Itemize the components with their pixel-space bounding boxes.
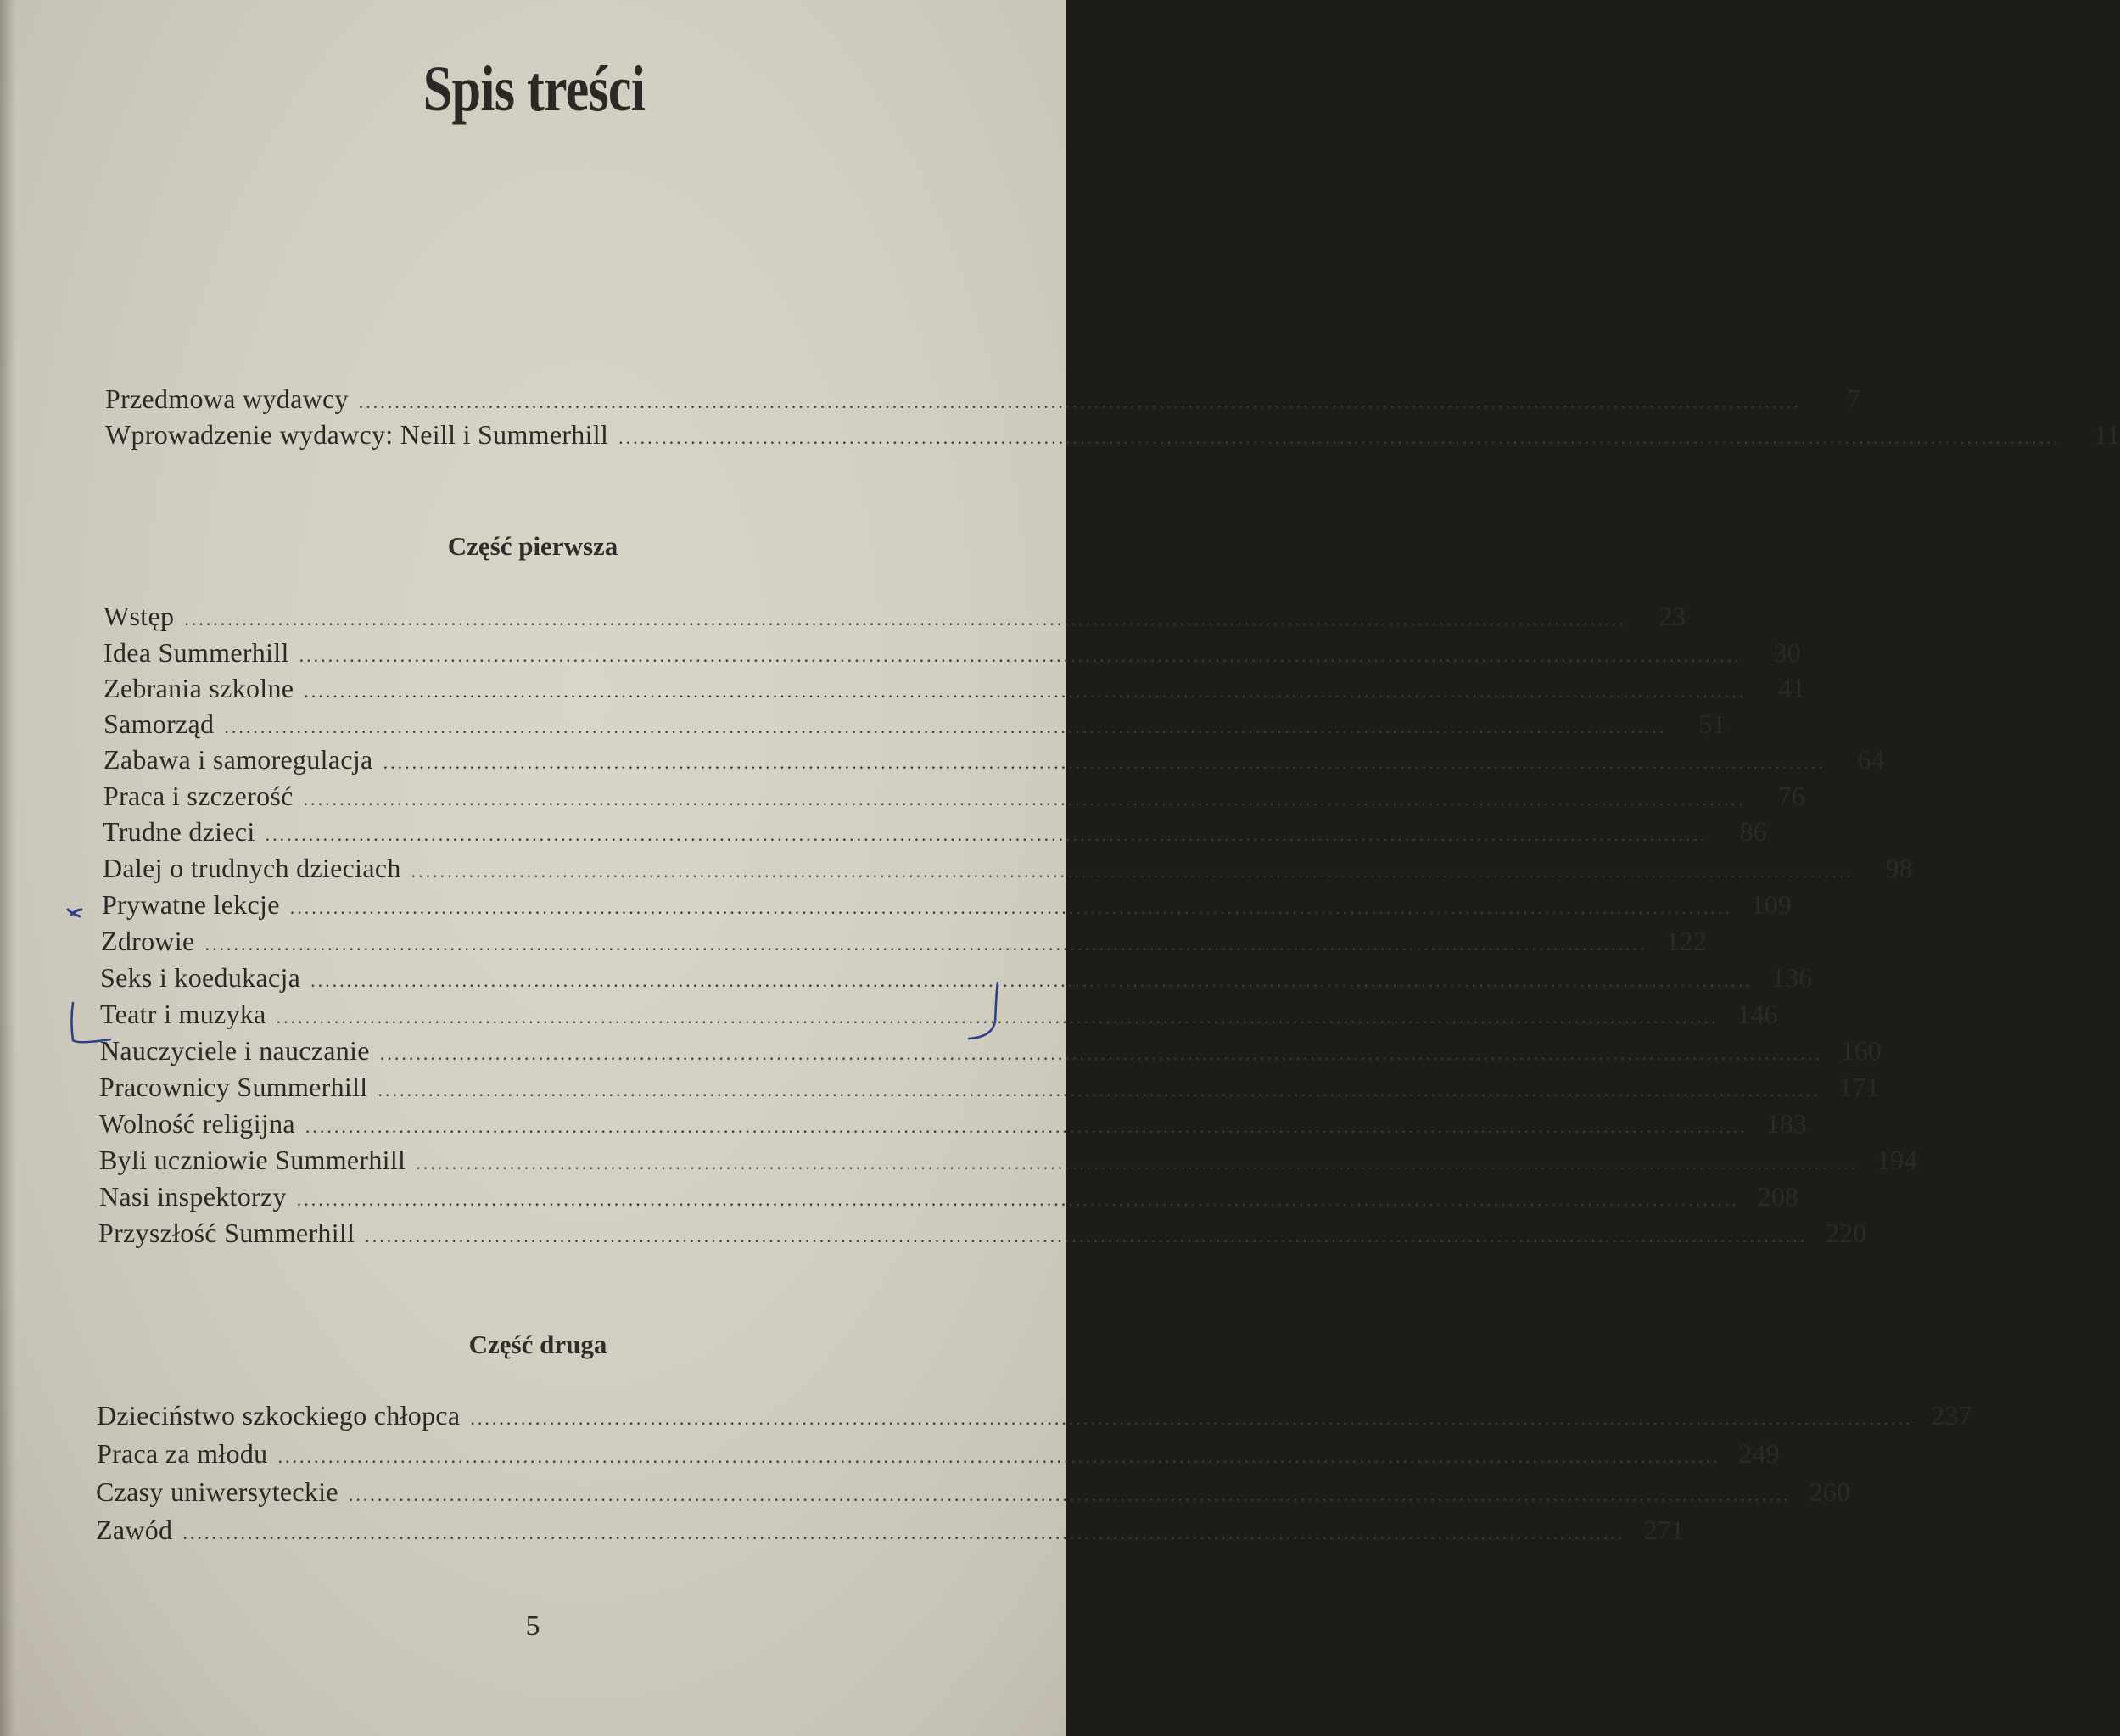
toc-entry <box>103 744 1885 780</box>
toc-entry <box>99 1108 1807 1144</box>
toc-entry <box>99 1145 1918 1180</box>
toc-entry <box>102 889 1792 925</box>
toc-entry <box>105 419 2120 455</box>
toc-entry-page: 171 <box>1838 1072 1880 1102</box>
dot-leader: ........................................................................................................................................................................................................ <box>276 1006 1719 1028</box>
toc-entry-title: Zawód <box>96 1515 173 1545</box>
toc-entry-title: Idea Summerhill <box>103 637 289 668</box>
dot-leader: ........................................................................................................................................................................................................ <box>265 824 1708 845</box>
section-heading-part-one: Część pierwsza <box>447 531 618 561</box>
dot-leader: ........................................................................................................................................................................................................ <box>348 1484 1791 1505</box>
toc-entry-page: 109 <box>1750 889 1792 920</box>
toc-entry-title: Wolność religijna <box>99 1108 295 1139</box>
toc-entry-title: Zabawa i samoregulacja <box>103 744 373 775</box>
toc-entry-page: 249 <box>1738 1438 1780 1469</box>
toc-entry <box>101 926 1707 961</box>
toc-entry <box>96 1476 1850 1512</box>
dot-leader: ........................................................................................................................................................................................................ <box>224 716 1667 737</box>
toc-entry-title: Dzieciństwo szkockiego chłopca <box>97 1400 461 1431</box>
dot-leader: ........................................................................................................................................................................................................ <box>411 860 1854 882</box>
toc-entry <box>100 1035 1882 1071</box>
toc-entry <box>100 999 1778 1034</box>
toc-entry-page: 98 <box>1885 853 1913 883</box>
section-heading-part-two: Część druga <box>468 1330 607 1359</box>
toc-entry-page: 64 <box>1857 744 1885 775</box>
toc-entry-page: 146 <box>1737 999 1778 1029</box>
toc-entry <box>105 384 1860 419</box>
toc-entry-page: 194 <box>1877 1145 1918 1175</box>
toc-entry <box>98 1218 1867 1253</box>
toc-entry <box>103 853 1913 888</box>
toc-entry-page: 41 <box>1778 673 1806 703</box>
dot-leader: ........................................................................................................................................................................................................ <box>618 427 2061 448</box>
toc-entry-title: Praca i szczerość <box>103 781 294 811</box>
toc-entry-title: Byli uczniowie Summerhill <box>99 1145 406 1175</box>
toc-entry <box>103 637 1801 673</box>
toc-entry-page: 220 <box>1826 1218 1867 1248</box>
toc-entry-title: Nasi inspektorzy <box>99 1181 287 1212</box>
page-number: 5 <box>525 1610 540 1642</box>
pen-tick-mark <box>68 910 81 916</box>
toc-entry <box>99 1181 1798 1217</box>
dot-leader: ........................................................................................................................................................................................................ <box>184 608 1627 630</box>
toc-entry-title: Trudne dzieci <box>103 816 255 847</box>
toc-entry-page: 51 <box>1698 708 1726 739</box>
toc-entry-title: Wprowadzenie wydawcy: Neill i Summerhill <box>105 419 609 450</box>
dot-leader: ........................................................................................................................................................................................................ <box>358 391 1801 412</box>
toc-entry-page: 237 <box>1931 1400 1972 1431</box>
toc-entry-page: 208 <box>1757 1181 1798 1212</box>
dot-leader: ........................................................................................................................................................................................................ <box>204 933 1647 955</box>
page-title: Spis treści <box>422 53 646 125</box>
dot-leader: ........................................................................................................................................................................................................ <box>289 897 1732 918</box>
toc-entry-page: 271 <box>1643 1515 1685 1545</box>
toc-entry-title: Wstęp <box>103 601 175 631</box>
dot-leader: ........................................................................................................................................................................................................ <box>416 1152 1859 1173</box>
dot-leader: ........................................................................................................................................................................................................ <box>304 680 1747 702</box>
toc-entry-title: Zdrowie <box>101 926 195 956</box>
toc-entry-title: Praca za młodu <box>97 1438 268 1469</box>
toc-entry <box>100 962 1813 998</box>
toc-entry-page: 86 <box>1739 816 1767 847</box>
toc-entry <box>103 601 1686 636</box>
toc-entry-page: 136 <box>1771 962 1813 993</box>
toc-entry <box>96 1515 1685 1550</box>
dot-leader: ........................................................................................................................................................................................................ <box>277 1446 1720 1467</box>
toc-entry-page: 23 <box>1659 601 1686 631</box>
toc-entry <box>103 816 1767 852</box>
toc-entry-page: 160 <box>1840 1035 1882 1066</box>
toc-entry <box>97 1438 1780 1474</box>
toc-entry-page: 183 <box>1765 1108 1807 1139</box>
toc-entry-page: 7 <box>1846 384 1860 414</box>
toc-entry <box>103 673 1806 708</box>
dot-leader: ........................................................................................................................................................................................................ <box>379 1043 1822 1064</box>
dot-leader: ........................................................................................................................................................................................................ <box>378 1079 1821 1100</box>
toc-entry <box>99 1072 1880 1107</box>
dot-leader: ........................................................................................................................................................................................................ <box>182 1522 1625 1543</box>
toc-entry-page: 122 <box>1665 926 1707 956</box>
dot-leader: ........................................................................................................................................................................................................ <box>303 788 1746 809</box>
toc-entry-title: Seks i koedukacja <box>100 962 301 993</box>
toc-entry-title: Czasy uniwersyteckie <box>96 1476 338 1507</box>
dot-leader: ........................................................................................................................................................................................................ <box>310 970 1754 991</box>
toc-entry-page: 76 <box>1777 781 1805 811</box>
dot-leader: ........................................................................................................................................................................................................ <box>365 1225 1808 1246</box>
dot-leader: ........................................................................................................................................................................................................ <box>299 645 1742 666</box>
toc-entry-title: Nauczyciele i nauczanie <box>100 1035 370 1066</box>
toc-entry-title: Samorząd <box>103 708 215 739</box>
dot-leader: ........................................................................................................................................................................................................ <box>305 1116 1748 1137</box>
toc-entry-title: Prywatne lekcje <box>102 889 280 920</box>
toc-entry-title: Pracownicy Summerhill <box>99 1072 368 1102</box>
toc-entry-title: Przyszłość Summerhill <box>98 1218 355 1248</box>
toc-entry-page: 260 <box>1809 1476 1850 1507</box>
toc-entry-title: Teatr i muzyka <box>100 999 266 1029</box>
toc-entry <box>97 1400 1972 1436</box>
toc-entry-title: Zebrania szkolne <box>103 673 294 703</box>
toc-entry <box>103 781 1805 816</box>
dot-leader: ........................................................................................................................................................................................................ <box>296 1189 1739 1210</box>
toc-entry <box>103 708 1726 744</box>
dot-leader: ........................................................................................................................................................................................................ <box>383 752 1826 773</box>
toc-entry-title: Przedmowa wydawcy <box>105 384 349 414</box>
toc-entry-page: 30 <box>1773 637 1801 668</box>
toc-entry-page: 11 <box>2094 419 2120 450</box>
dot-leader: ........................................................................................................................................................................................................ <box>470 1408 1913 1429</box>
toc-entry-title: Dalej o trudnych dzieciach <box>103 853 401 883</box>
